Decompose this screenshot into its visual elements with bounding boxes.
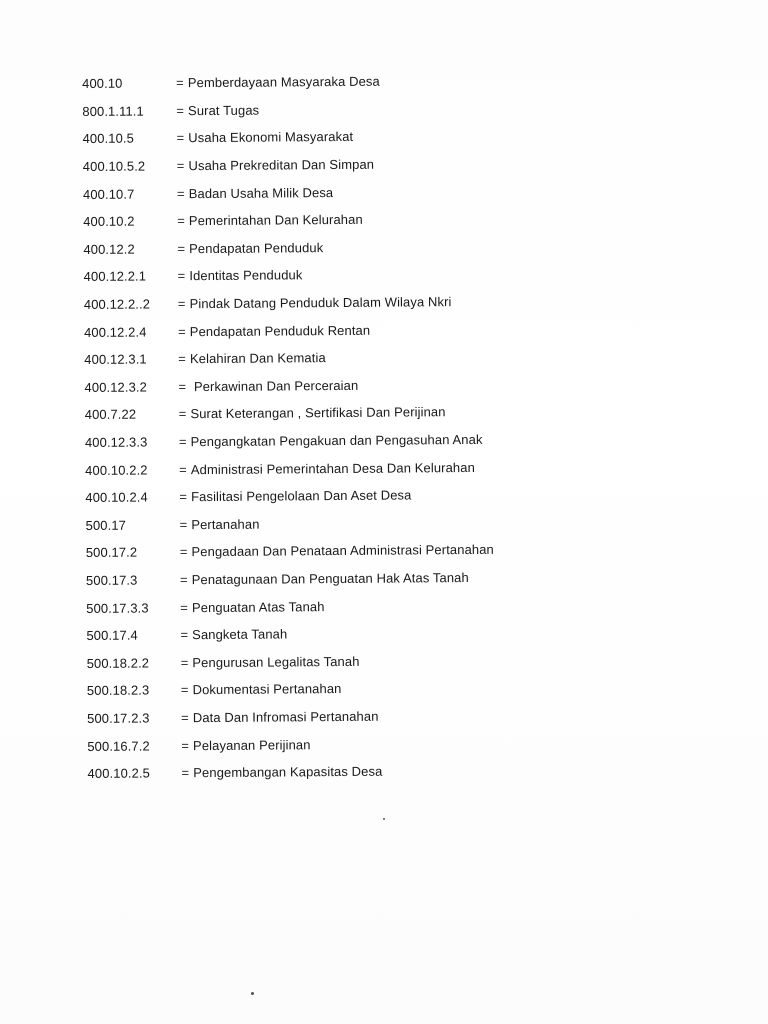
- classification-code: 400.12.2..2: [83, 296, 151, 313]
- description-text: Pengembangan Kapasitas Desa: [193, 763, 383, 781]
- equals-sign: =: [178, 406, 187, 422]
- classification-description: [177, 182, 723, 201]
- classification-code: 400.12.2: [83, 241, 135, 257]
- description-text: Penatagunaan Dan Penguatan Hak Atas Tanah: [191, 569, 469, 588]
- equals-sign: =: [176, 185, 185, 201]
- equals-sign: =: [178, 351, 187, 367]
- classification-code: 400.7.22: [84, 407, 137, 423]
- description-text: Pengadaan Dan Penataan Administrasi Pertanahan: [191, 542, 494, 560]
- classification-code: 400.12.2.1: [83, 268, 147, 285]
- description-text: Pertanahan: [191, 516, 260, 532]
- description-text: Data Dan Infromasi Pertanahan: [192, 708, 379, 726]
- equals-sign: =: [176, 75, 184, 91]
- classification-code: 500.17.2: [85, 544, 138, 561]
- classification-code: 500.17.2.3: [87, 710, 150, 726]
- description-text: Usaha Ekonomi Masyarakat: [188, 129, 354, 146]
- classification-description: [180, 540, 726, 559]
- classification-code: 400.10.2.2: [85, 462, 148, 478]
- equals-sign: =: [180, 682, 189, 698]
- description-text: Fasilitasi Pengelolaan Dan Aset Desa: [191, 487, 412, 505]
- classification-description: [180, 568, 726, 587]
- classification-description: [180, 513, 726, 532]
- equals-sign: =: [181, 737, 190, 753]
- classification-description: [181, 733, 727, 752]
- description-text: Pengurusan Legalitas Tanah: [192, 653, 360, 670]
- equals-sign: =: [177, 296, 186, 312]
- classification-code: 500.17: [85, 517, 127, 533]
- classification-description: [178, 292, 724, 311]
- classification-code: 400.10.5.2: [82, 158, 146, 175]
- classification-code: 400.12.2.4: [83, 324, 147, 340]
- equals-sign: =: [181, 710, 189, 726]
- equals-sign: =: [181, 765, 190, 781]
- classification-description: [179, 402, 725, 421]
- classification-description: [181, 651, 727, 670]
- scan-speck: [251, 992, 254, 995]
- description-text: Surat Tugas: [187, 102, 260, 119]
- equals-sign: =: [180, 599, 188, 615]
- description-text: Administrasi Pemerintahan Desa Dan Kelurahan: [190, 459, 475, 477]
- equals-sign: =: [177, 241, 186, 257]
- classification-description: [178, 375, 724, 394]
- description-text: Perkawinan Dan Perceraian: [190, 377, 359, 394]
- classification-description: [178, 347, 724, 366]
- classification-description: [179, 485, 725, 504]
- classification-code: 400.10.2: [83, 213, 135, 230]
- classification-code-list: [82, 65, 728, 787]
- description-text: Pemberdayaan Masyaraka Desa: [187, 73, 380, 91]
- description-text: Badan Usaha Milik Desa: [188, 184, 334, 201]
- equals-sign: =: [179, 516, 188, 533]
- classification-code: 400.12.3.3: [84, 434, 148, 451]
- equals-sign: =: [180, 654, 189, 671]
- classification-description: [180, 623, 726, 642]
- classification-code: 400.12.3.2: [84, 379, 148, 395]
- classification-code: 500.17.3: [85, 572, 138, 588]
- equals-sign: =: [179, 489, 188, 505]
- classification-code: 400.10.2.5: [87, 765, 151, 782]
- equals-sign: =: [179, 461, 187, 477]
- equals-sign: =: [179, 572, 188, 588]
- classification-code: 500.17.4: [86, 627, 138, 644]
- classification-description: [176, 126, 722, 145]
- classification-description: [181, 706, 727, 725]
- equals-sign: =: [176, 158, 185, 174]
- equals-sign: =: [177, 268, 186, 284]
- description-text: Surat Keterangan , Sertifikasi Dan Perijinan: [190, 404, 446, 422]
- classification-description: [177, 209, 723, 228]
- classification-description: [178, 264, 724, 283]
- classification-code: 500.17.3.3: [86, 600, 149, 616]
- description-text: Usaha Prekreditan Dan Simpan: [188, 156, 375, 174]
- classification-description: [181, 678, 727, 697]
- list-item: [87, 755, 727, 788]
- description-text: Pelayanan Perijinan: [192, 736, 311, 753]
- classification-description: [179, 430, 725, 449]
- classification-code: 400.12.3.1: [84, 351, 147, 368]
- classification-code: 500.18.2.2: [86, 655, 150, 671]
- equals-sign: =: [177, 323, 186, 339]
- description-text: Identitas Penduduk: [189, 267, 303, 284]
- classification-code: 400.10.5: [82, 131, 135, 147]
- equals-sign: =: [180, 627, 189, 643]
- classification-code: 400.10: [82, 75, 123, 92]
- classification-code: 400.10.2.4: [85, 489, 148, 506]
- classification-description: [179, 458, 725, 477]
- classification-description: [177, 237, 723, 256]
- equals-sign: =: [176, 130, 185, 146]
- classification-code: 500.18.2.3: [86, 682, 150, 699]
- equals-sign: =: [178, 379, 187, 395]
- classification-description: [177, 154, 723, 173]
- description-text: Penguatan Atas Tanah: [191, 598, 325, 615]
- classification-description: [180, 596, 726, 615]
- classification-code: 400.10.7: [82, 186, 135, 202]
- description-text: Pendapatan Penduduk Rentan: [189, 322, 371, 339]
- description-text: Pemerintahan Dan Kelurahan: [188, 212, 363, 229]
- description-text: Sangketa Tanah: [192, 626, 288, 643]
- classification-description: [176, 71, 722, 90]
- description-text: Dokumentasi Pertanahan: [192, 681, 342, 698]
- equals-sign: =: [177, 213, 185, 229]
- equals-sign: =: [178, 434, 187, 450]
- classification-description: [181, 761, 727, 780]
- description-text: Pindak Datang Penduduk Dalam Wilaya Nkri: [189, 294, 452, 312]
- classification-code: 500.16.7.2: [87, 738, 150, 754]
- description-text: Pendapatan Penduduk: [189, 239, 324, 257]
- description-text: Pengangkatan Pengakuan dan Pengasuhan Anak: [190, 431, 483, 450]
- equals-sign: =: [176, 103, 185, 119]
- equals-sign: =: [179, 544, 188, 560]
- classification-description: [178, 320, 724, 339]
- description-text: Kelahiran Dan Kematia: [189, 350, 326, 367]
- scan-speck: [383, 818, 385, 820]
- classification-code: 800.1.11.1: [82, 103, 144, 119]
- classification-description: [176, 99, 722, 118]
